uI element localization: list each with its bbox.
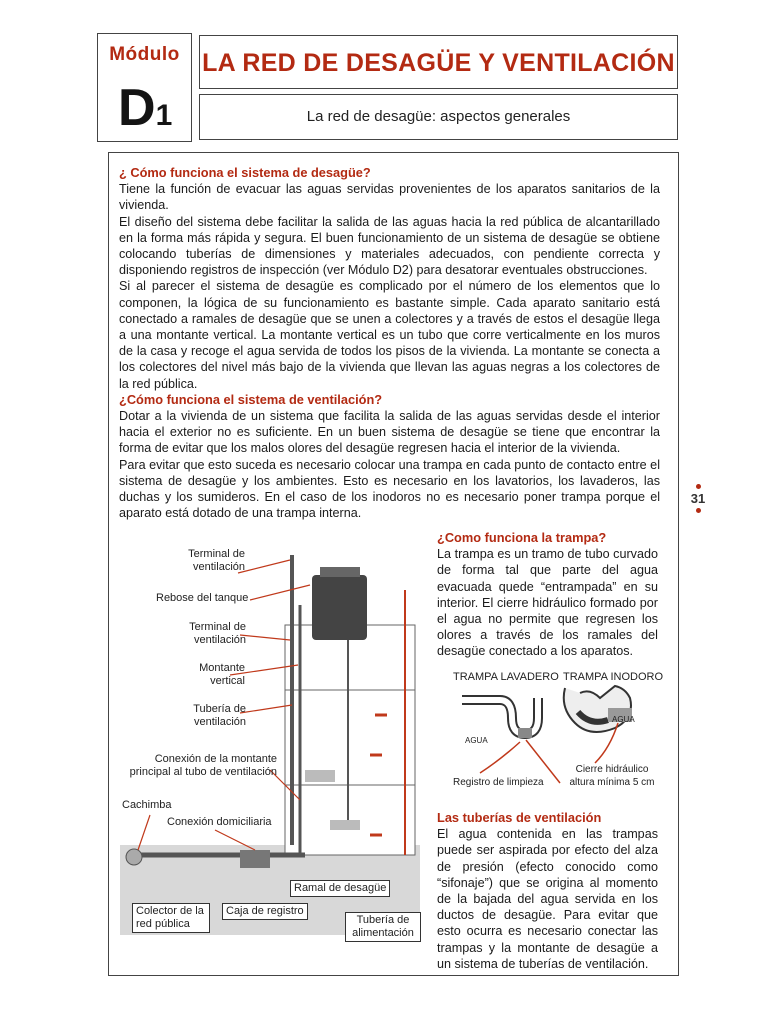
- paragraph: El agua contenida en las trampas puede ser aspirada por efecto del alza de presión (efecto conocido como “sifonaje”) que se origina al momento de la bajada del agua servida en los ductos de desagüe. Para evitar que esto ocurra es necesario conectar las trampas y la montante de desagüe a un sistema de tuberías de ventilación.: [437, 827, 658, 971]
- label-tuberia-vent: Tubería de ventilación: [193, 703, 246, 728]
- cleanout-label: Registro de limpieza: [453, 777, 544, 788]
- label-colector: Colector de la red pública: [132, 903, 210, 933]
- paragraph: Para evitar que esto suceda es necesario colocar una trampa en cada punto de contacto entre el sistema de desagüe y los ambientes. Esto es necesario en los lavatorios, los lavaderos, las duchas y los sumideros. En el caso de los inodoros no es necesario poner trampa porque el aparato está dotado de una trampa interna.: [119, 457, 660, 521]
- section-heading-tuberias: Las tuberías de ventilación: [437, 810, 602, 825]
- dot-icon: [696, 484, 701, 489]
- section-heading-ventilacion: ¿Cómo funciona el sistema de ventilación?: [119, 391, 383, 407]
- label-rebose: Rebose del tanque: [156, 592, 249, 604]
- section-heading-trampa: ¿Como funciona la trampa?: [437, 530, 607, 545]
- page-subtitle: La red de desagüe: aspectos generales: [306, 108, 571, 125]
- water-label: AGUA: [612, 715, 635, 724]
- label-cachimba: Cachimba: [122, 799, 172, 811]
- paragraph: Dotar a la vivienda de un sistema que facilita la salida de las aguas servidas desde el interior hacia el exterior no es suficiente. En un buen sistema de desagüe se tiene que encontrar la forma de evitar que los malos olores del desagüe regresen hacia el interior de la vivienda.: [119, 409, 660, 456]
- label-terminal-vent-2: Terminal de ventilación: [189, 621, 246, 646]
- public-collector: [126, 849, 142, 865]
- module-box: [97, 33, 192, 142]
- upper-text: [119, 165, 660, 521]
- paragraph: La trampa es un tramo de tubo curvado de forma tal que parte del agua evacuada quede “entrampada” en su interior. El cierre hidráulico formado por el agua no permite que regresen los olores a través de los ramales del desagüe conectado a los aparatos.: [437, 547, 658, 659]
- paragraph: Si al parecer el sistema de desagüe es complicado por el número de los elementos que lo componen, la lógica de su funcionamiento es bastante simple. Cada aparato sanitario está conectado a ramales de desagüe que se unen a colectores y a través de estos el desagüe llega a una montante vertical. La montante vertical es un tubo que corre verticalmente en los muros de la casa y recoge el agua servida de todos los pisos de la vivienda. La montante se conecta a los colectores del nivel más bajo de la vivienda que llevan las aguas negras a los colectores de la red pública.: [119, 279, 660, 391]
- module-label: Módulo: [109, 44, 180, 65]
- subtitle-box: [199, 94, 678, 140]
- page-number: 31: [688, 482, 708, 515]
- label-terminal-vent-1: Terminal de ventilación: [188, 548, 245, 573]
- trap-label-lavadero: TRAMPA LAVADERO: [453, 671, 559, 683]
- label-ramal: Ramal de desagüe: [290, 880, 390, 897]
- label-tuberia-alim: Tubería de alimentación: [345, 912, 421, 942]
- vent-pipes-text: [437, 810, 658, 972]
- label-caja: Caja de registro: [222, 903, 308, 920]
- module-code: D1: [118, 79, 173, 137]
- section-heading-desague: ¿ Cómo funciona el sistema de desagüe?: [119, 165, 371, 180]
- water-fill: [518, 728, 532, 738]
- label-montante: Montante vertical: [199, 662, 245, 687]
- registry-box: [240, 850, 270, 868]
- water-tank: [312, 575, 367, 640]
- paragraph: El diseño del sistema debe facilitar la salida de las aguas hacia la red pública de alcantarillado en la forma más rápida y segura. El buen funcionamiento de un sistema de desagüe se obtiene colocando tuberías de dimensiones y materiales adecuados, con pendiente correcta y disponiendo registros de inspección (ver Módulo D2) para desatorar eventuales obstrucciones.: [119, 214, 660, 278]
- seal-label: Cierre hidráulico altura mínima 5 cm: [569, 764, 655, 788]
- water-label: AGUA: [465, 736, 488, 745]
- trap-text: [437, 530, 658, 660]
- page-title: LA RED DE DESAGÜE Y VENTILACIÓN: [202, 49, 675, 77]
- dot-icon: [696, 508, 701, 513]
- label-conexion-montante: Conexión de la montante principal al tubo de ventilación: [129, 753, 277, 778]
- sink: [330, 820, 360, 830]
- title-box: [199, 35, 678, 89]
- toilet: [305, 770, 335, 782]
- trap-label-inodoro: TRAMPA INODORO: [563, 671, 664, 683]
- label-conexion-dom: Conexión domiciliaria: [167, 816, 272, 828]
- paragraph: Tiene la función de evacuar las aguas servidas provenientes de los aparatos sanitarios de la vivienda.: [119, 182, 660, 213]
